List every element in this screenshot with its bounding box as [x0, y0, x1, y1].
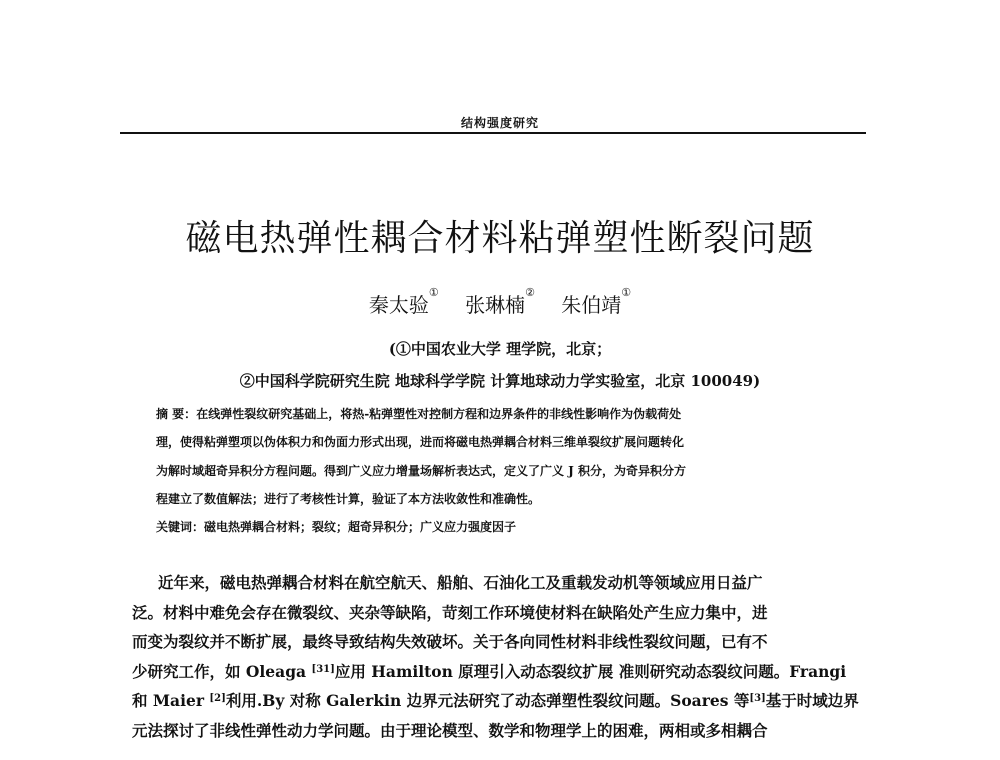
abstract-label: 摘 要： — [156, 407, 197, 421]
author-name: 张琳楠 — [465, 293, 526, 317]
affiliation-2: ②中国科学院研究生院 地球科学学院 计算地球动力学实验室，北京 100049) — [239, 372, 761, 390]
author-affiliation-mark: ② — [525, 286, 535, 299]
paper-title: 磁电热弹性耦合材料粘弹塑性断裂问题 — [185, 218, 815, 259]
body-paragraph — [132, 568, 864, 745]
body-line: 和 Maier [2]利用.By 对称 Galerkin 边界元法研究了动态弹塑性裂纹问题。Soares 等[3]基于时域边界 — [132, 691, 859, 710]
abstract-line: 摘 要：在线弹性裂纹研究基础上，将热-粘弹塑性对控制方程和边界条件的非线性影响作为伪载荷处 — [156, 407, 682, 421]
author-name: 秦太验 — [368, 293, 429, 317]
citation-ref: [31] — [311, 663, 335, 675]
body-line: 少研究工作，如 Oleaga [31]应用 Hamilton 原理引入动态裂纹扩展 准则研究动态裂纹问题。Frangi — [132, 661, 847, 681]
author-name: 朱伯靖 — [561, 293, 622, 317]
abstract-line: 为解时域超奇异积分方程问题。得到广义应力增量场解析表达式，定义了广义 J 积分，为奇异积分方 — [156, 463, 687, 478]
citation-ref: [2] — [209, 693, 226, 704]
abstract-line: 理，使得粘弹塑项以伪体积力和伪面力形式出现，进而将磁电热弹耦合材料三维单裂纹扩展问题转化 — [156, 435, 685, 450]
author-3 — [561, 286, 632, 317]
citation-ref: [3] — [749, 693, 766, 704]
keywords — [156, 518, 856, 535]
author-2 — [465, 286, 535, 317]
body-line: 而变为裂纹并不断扩展，最终导致结构失效破坏。关于各向同性材料非线性裂纹问题，已有不 — [132, 632, 768, 651]
keywords-text: 磁电热弹耦合材料；裂纹；超奇异积分；广义应力强度因子 — [204, 520, 517, 534]
affiliation-1: (①中国农业大学 理学院，北京； — [388, 340, 612, 358]
abstract-line: 程建立了数值解法；进行了考核性计算，验证了本方法收敛性和准确性。 — [156, 491, 541, 506]
abstract — [156, 400, 856, 513]
header-rule — [120, 132, 866, 134]
body-line: 元法探讨了非线性弹性动力学问题。由于理论模型、数学和物理学上的困难，两相或多相耦合 — [132, 720, 768, 740]
author-affiliation-mark: ① — [428, 286, 439, 299]
body-line: 近年来，磁电热弹耦合材料在航空航天、船舶、石油化工及重载发动机等领域应用日益广 — [158, 573, 763, 592]
author-affiliation-mark: ① — [621, 286, 632, 299]
keywords-label: 关键词： — [156, 520, 205, 534]
author-list — [0, 286, 1000, 318]
author-1 — [368, 286, 439, 317]
running-head: 结构强度研究 — [460, 116, 539, 130]
body-line: 泛。材料中难免会存在微裂纹、夹杂等缺陷，苛刻工作环境使材料在缺陷处产生应力集中，进 — [132, 602, 768, 622]
